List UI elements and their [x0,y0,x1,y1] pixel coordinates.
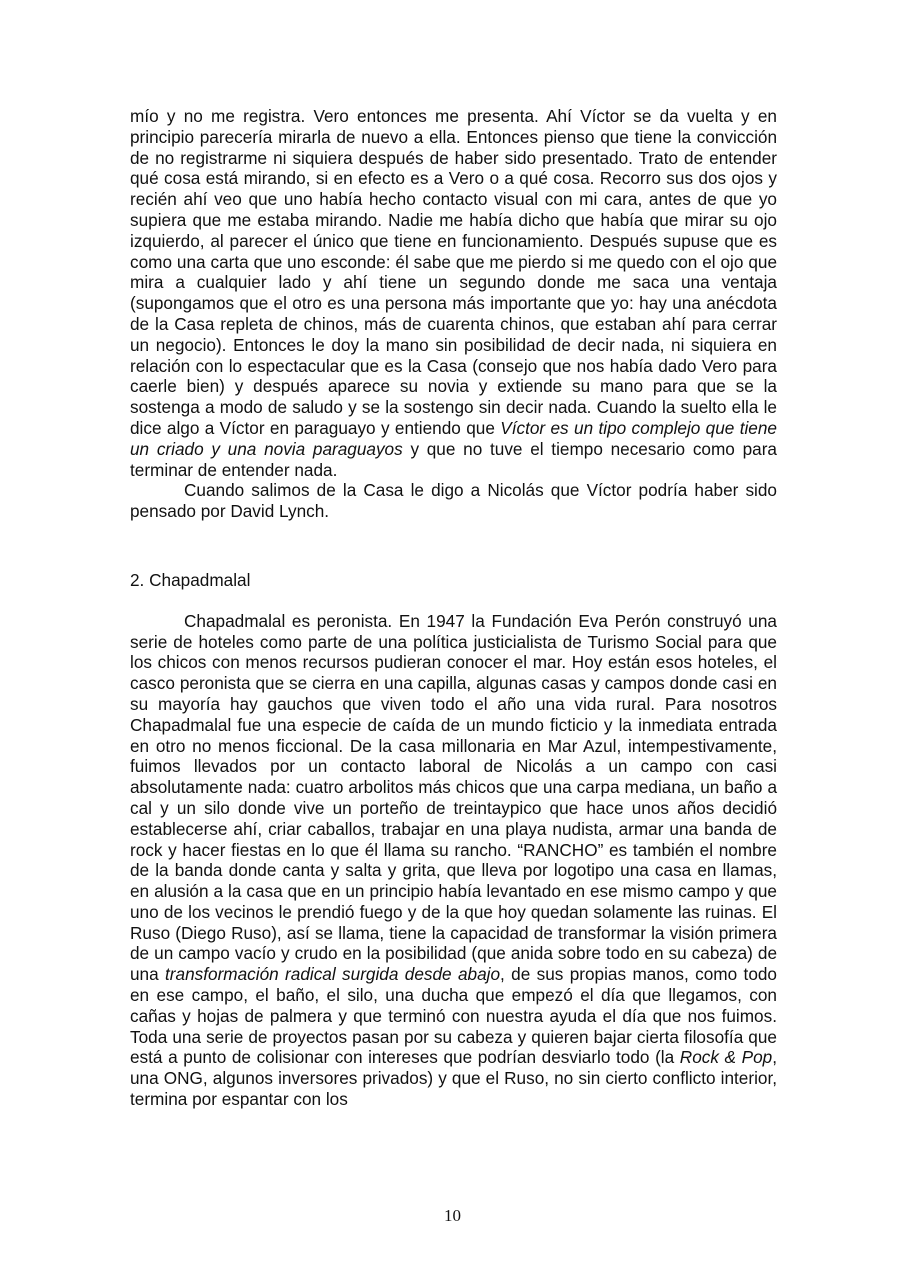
section-heading: 2. Chapadmalal [130,569,251,590]
paragraph-3-text-b: , de sus propias manos, como todo en ese campo, el baño, el silo, una ducha que empezó el día que llegamos, con cañas y hojas de palmera y que terminó con nuestra ayuda el día que nos fuimos. Toda una serie de proyectos pasan por su cabeza y quieren bajar cierta filosofía que está a punto de colisionar con intereses que podrían desviarlo todo (la [130,964,777,1068]
paragraph-3 [130,611,777,1110]
paragraph-1-text-b: y que no tuve el tiempo necesario como para terminar de entender nada. [130,438,777,480]
document-body [130,106,777,1110]
paragraph-3-text-a: Chapadmalal es peronista. En 1947 la Fundación Eva Perón construyó una serie de hoteles como parte de una política justicialista de Turismo Social para que los chicos con menos recursos pudieran conocer el mar. Hoy están esos hoteles, el casco peronista que se cierra en una capilla, algunas casas y campos donde casi en su mayoría hay gauchos que viven todo el año una vida rural. Para nosotros Chapadmalal fue una especie de caída de un mundo ficticio y la inmediata entrada en otro no menos ficcional. De la casa millonaria en Mar Azul, intempestivamente, fuimos llevados por un contacto laboral de Nicolás a un campo con casi absolutamente nada: cuatro arbolitos más chicos que una carpa mediana, un baño a cal y un silo donde vive un porteño de treintaypico que hace unos años decidió establecerse ahí, criar caballos, trabajar en una playa nudista, armar una banda de rock y hacer fiestas en lo que él llama su rancho. “RANCHO” es también el nombre de la banda donde canta y salta y grita, que lleva por logotipo una casa en llamas, en alusión a la casa que en un principio había levantado en ese mismo campo y que uno de los vecinos le prendió fuego y de la que hoy quedan solamente las ruinas. El Ruso (Diego Ruso), así se llama, tiene la capacidad de transformar la visión primera de un campo vacío y crudo en la posibilidad (que anida sobre todo en su cabeza) de una [130,610,777,985]
paragraph-1-italic: Víctor es un tipo complejo que tiene un criado y una novia paraguayos [130,417,777,459]
page-number: 10 [444,1206,461,1225]
paragraph-1-text-a: mío y no me registra. Vero entonces me presenta. Ahí Víctor se da vuelta y en principio parecería mirarla de nuevo a ella. Entonces pienso que tiene la convicción de no registrarme ni siquiera después de haber sido presentado. Trato de entender qué cosa está mirando, si en efecto es a Vero o a qué cosa. Recorro sus dos ojos y recién ahí veo que uno había hecho contacto visual con mi cara, antes de que yo supiera que me estaba mirando. Nadie me había dicho que había que mirar su ojo izquierdo, al parecer el único que tiene en funcionamiento. Después supuse que es como una carta que uno esconde: él sabe que me pierdo si me quedo con el ojo que mira a cualquier lado y ahí tiene un segundo donde me saca una ventaja (supongamos que el otro es una persona más importante que yo: hay una anécdota de la Casa repleta de chinos, más de cuarenta chinos, que estaban ahí para cerrar un negocio). Entonces le doy la mano sin posibilidad de decir nada, ni siquiera en relación con lo espectacular que es la Casa (consejo que nos había dado Vero para caerle bien) y después aparece su novia y extiende su mano para que se la sostenga a modo de saludo y se la sostengo sin decir nada. Cuando la suelto ella le dice algo a Víctor en paraguayo y entiendo que [130,106,777,438]
paragraph-3-italic-b: Rock & Pop [679,1047,773,1068]
paragraph-3-text-c: , una ONG, algunos inversores privados) y que el Ruso, no sin cierto conflicto interior, termina por espantar con los [130,1047,777,1110]
paragraph-1 [130,106,777,480]
paragraph-2: Cuando salimos de la Casa le digo a Nicolás que Víctor podría haber sido pensado por David Lynch. [130,480,777,522]
paragraph-3-italic-a: transformación radical surgida desde abajo [165,964,501,985]
